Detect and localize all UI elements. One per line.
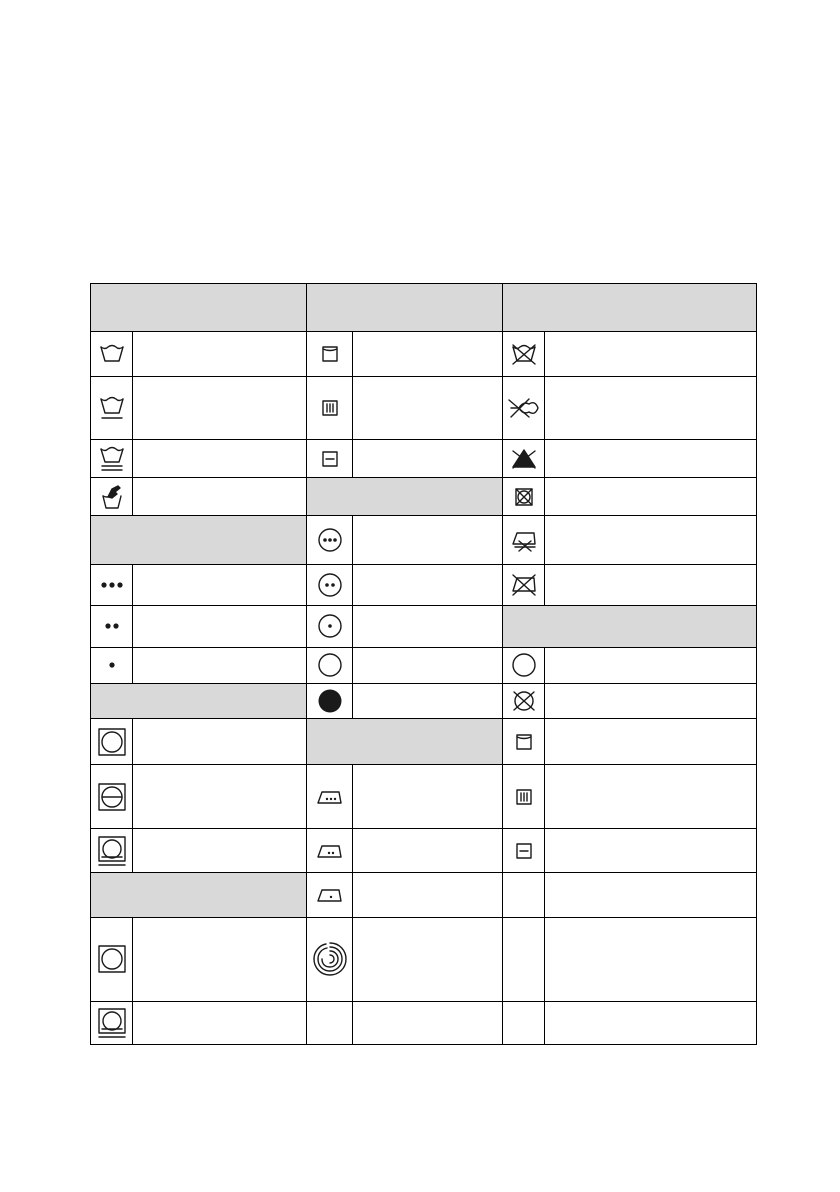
description-cell xyxy=(133,564,307,605)
symbol-cell xyxy=(91,605,133,647)
description-cell xyxy=(133,719,307,765)
symbol-cell xyxy=(307,647,353,683)
symbol-cell xyxy=(503,684,545,719)
symbol-cell xyxy=(307,829,353,873)
symbol-cell xyxy=(91,440,133,478)
tumble-dry-mild-icon xyxy=(96,943,128,975)
hand-wash-icon xyxy=(98,483,126,511)
circle-three-dots-icon xyxy=(316,526,344,554)
symbol-cell xyxy=(307,873,353,917)
section-header xyxy=(91,684,307,719)
description-cell xyxy=(353,917,503,1001)
no-tumble-dry-icon xyxy=(511,484,537,510)
care-symbols-table xyxy=(90,283,757,1045)
symbol-cell xyxy=(91,1001,133,1044)
symbol-cell xyxy=(91,765,133,829)
no-dry-clean-icon xyxy=(510,687,538,715)
description-cell xyxy=(353,765,503,829)
symbol-cell xyxy=(503,332,545,377)
symbol-cell xyxy=(503,917,545,1001)
table-row xyxy=(91,478,757,515)
symbol-cell xyxy=(91,377,133,440)
symbol-cell xyxy=(91,478,133,515)
table-row xyxy=(91,377,757,440)
symbol-cell xyxy=(503,647,545,683)
description-cell xyxy=(133,917,307,1001)
description-cell xyxy=(353,440,503,478)
no-iron-icon xyxy=(507,571,541,599)
description-cell xyxy=(545,647,757,683)
symbol-cell xyxy=(503,719,545,765)
column-header-2 xyxy=(307,284,503,332)
no-bleach-icon xyxy=(508,447,540,471)
table-row xyxy=(91,284,757,332)
section-header xyxy=(307,719,503,765)
description-cell xyxy=(353,1001,503,1044)
circle-one-dot-icon xyxy=(316,612,344,640)
description-cell xyxy=(133,440,307,478)
symbol-cell xyxy=(307,377,353,440)
symbol-cell xyxy=(503,564,545,605)
wool-mark-icon xyxy=(310,939,350,979)
symbol-cell xyxy=(307,440,353,478)
symbol-cell xyxy=(307,564,353,605)
table-row xyxy=(91,684,757,719)
symbol-cell xyxy=(307,765,353,829)
tumble-dry-mild-icon xyxy=(96,835,128,867)
section-header xyxy=(91,515,307,564)
description-cell xyxy=(133,1001,307,1044)
symbol-cell xyxy=(503,515,545,564)
filled-circle-icon xyxy=(316,687,344,715)
symbol-cell xyxy=(503,1001,545,1044)
description-cell xyxy=(353,377,503,440)
description-cell xyxy=(133,829,307,873)
description-cell xyxy=(545,765,757,829)
table-row xyxy=(91,647,757,683)
table-row xyxy=(91,332,757,377)
description-cell xyxy=(133,478,307,515)
section-header xyxy=(503,605,757,647)
symbol-cell xyxy=(91,332,133,377)
flat-dry-icon xyxy=(513,840,535,862)
symbol-cell xyxy=(503,440,545,478)
table-row xyxy=(91,829,757,873)
symbol-cell xyxy=(307,684,353,719)
symbol-cell xyxy=(91,917,133,1001)
description-cell xyxy=(545,829,757,873)
circle-icon xyxy=(510,651,538,679)
table-row xyxy=(91,1001,757,1044)
description-cell xyxy=(545,478,757,515)
description-cell xyxy=(545,332,757,377)
symbol-cell xyxy=(307,1001,353,1044)
one-dot-icon xyxy=(106,659,118,671)
description-cell xyxy=(545,719,757,765)
three-dots-icon xyxy=(98,579,126,591)
circle-two-dots-icon xyxy=(316,571,344,599)
symbol-cell xyxy=(91,647,133,683)
column-header-1 xyxy=(91,284,307,332)
description-cell xyxy=(353,873,503,917)
flat-dry-icon xyxy=(319,448,341,470)
iron-one-dot-icon xyxy=(313,882,347,908)
description-cell xyxy=(353,332,503,377)
table-row xyxy=(91,719,757,765)
description-cell xyxy=(353,515,503,564)
symbol-cell xyxy=(307,332,353,377)
description-cell xyxy=(133,332,307,377)
wash-tub-mild-icon xyxy=(98,393,126,423)
description-cell xyxy=(133,647,307,683)
iron-two-dots-icon xyxy=(313,838,347,864)
no-wash-icon xyxy=(508,341,540,367)
symbol-cell xyxy=(503,829,545,873)
wash-tub-very-mild-icon xyxy=(98,444,126,474)
description-cell xyxy=(353,605,503,647)
table-row xyxy=(91,765,757,829)
table-row xyxy=(91,873,757,917)
symbol-cell xyxy=(307,917,353,1001)
table-row xyxy=(91,564,757,605)
symbol-cell xyxy=(91,564,133,605)
table-row xyxy=(91,605,757,647)
description-cell xyxy=(545,515,757,564)
description-cell xyxy=(545,917,757,1001)
description-cell xyxy=(545,440,757,478)
tshirt-icon xyxy=(513,731,535,753)
table-row xyxy=(91,440,757,478)
description-cell xyxy=(353,564,503,605)
iron-three-dots-icon xyxy=(313,784,347,810)
symbol-cell xyxy=(503,377,545,440)
tshirt-icon xyxy=(319,343,341,365)
drip-dry-icon xyxy=(513,786,535,808)
symbol-cell xyxy=(91,719,133,765)
description-cell xyxy=(545,564,757,605)
two-dots-icon xyxy=(102,620,122,632)
circle-icon xyxy=(316,651,344,679)
table-row xyxy=(91,917,757,1001)
description-cell xyxy=(133,605,307,647)
no-steam-icon xyxy=(507,526,541,554)
wash-tub-icon xyxy=(98,341,126,367)
symbol-cell xyxy=(307,605,353,647)
section-header xyxy=(91,873,307,917)
description-cell xyxy=(353,829,503,873)
symbol-cell xyxy=(503,765,545,829)
description-cell xyxy=(545,377,757,440)
symbol-cell xyxy=(503,873,545,917)
section-header xyxy=(307,478,503,515)
no-wring-icon xyxy=(505,395,543,421)
symbol-cell xyxy=(307,515,353,564)
description-cell xyxy=(545,1001,757,1044)
description-cell xyxy=(353,647,503,683)
symbol-cell xyxy=(91,829,133,873)
table-row xyxy=(91,515,757,564)
symbol-cell xyxy=(503,478,545,515)
tumble-dry-icon xyxy=(96,726,128,758)
tumble-dry-flat-icon xyxy=(96,781,128,813)
description-cell xyxy=(545,684,757,719)
description-cell xyxy=(353,684,503,719)
drip-dry-icon xyxy=(319,397,341,419)
description-cell xyxy=(545,873,757,917)
description-cell xyxy=(133,377,307,440)
description-cell xyxy=(133,765,307,829)
column-header-3 xyxy=(503,284,757,332)
tumble-dry-very-mild-icon xyxy=(96,1007,128,1039)
